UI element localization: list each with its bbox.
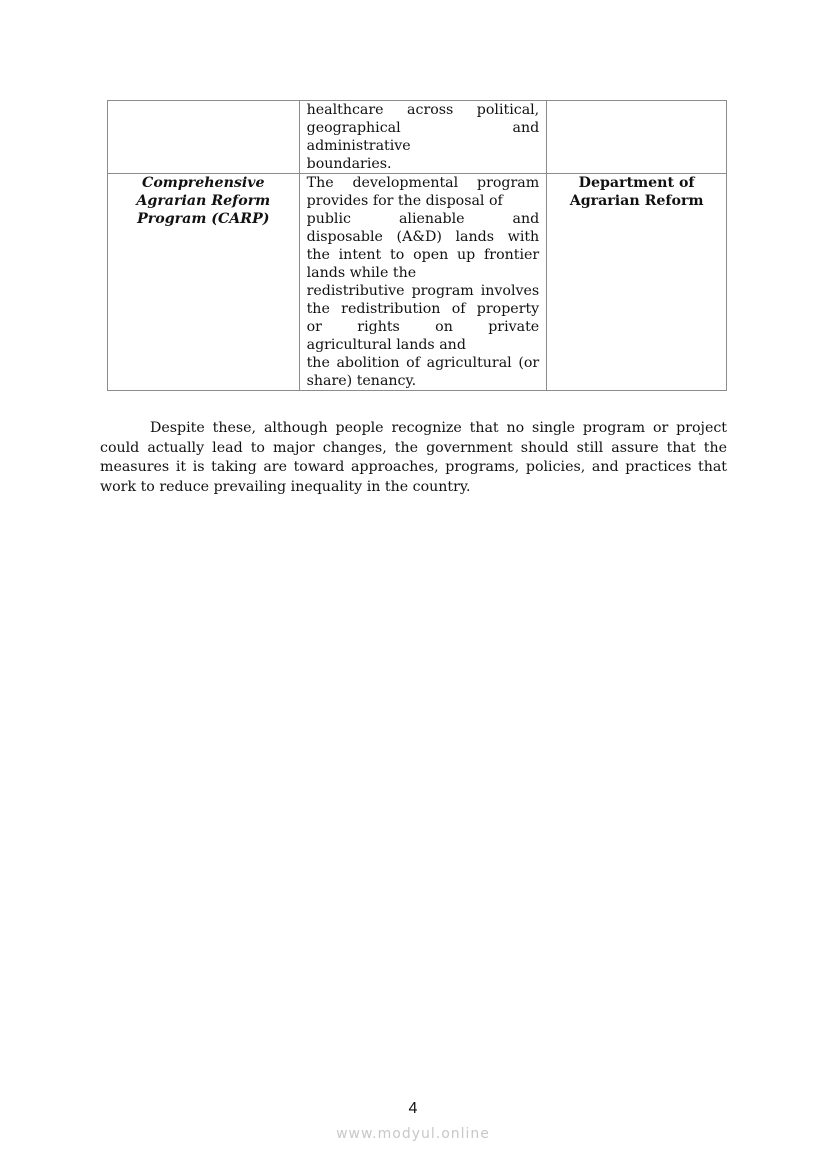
description-line: boundaries. (306, 156, 392, 172)
description-line: share) tenancy. (306, 373, 417, 389)
body-paragraph: Despite these, although people recognize that no single program or project could actually lead to major changes, the government should still assure that the measures it is taking are toward approaches, programs, policies, and practices that work to reduce prevailing inequality in the country. (100, 420, 727, 495)
watermark: www.modyul.online (336, 1126, 490, 1142)
description-line: The developmental program (306, 175, 540, 191)
description-line: lands while the (306, 265, 417, 281)
page-number: 4 (408, 1100, 418, 1117)
program-description-cell (299, 101, 547, 174)
description-line: or rights on private (306, 319, 540, 335)
agency-line: Agrarian Reform (569, 193, 704, 209)
description-line: redistributive program involves (306, 283, 540, 299)
agency-line: Department of (578, 175, 695, 191)
description-line: the redistribution of property (306, 301, 540, 317)
agency-cell (547, 101, 727, 174)
agency-cell (547, 174, 727, 391)
program-name-cell (108, 174, 300, 391)
programs-table (107, 100, 727, 391)
description-line: provides for the disposal of (306, 193, 503, 209)
program-description-cell (299, 174, 547, 391)
description-line: disposable (A&D) lands with (306, 229, 540, 245)
table-row (108, 101, 727, 174)
description-line: the abolition of agricultural (or (306, 355, 540, 371)
description-line: geographical and (306, 120, 540, 136)
program-name-line: Program (CARP) (137, 211, 270, 227)
description-line: agricultural lands and (306, 337, 466, 353)
description-line: administrative (306, 138, 411, 154)
program-name-cell (108, 101, 300, 174)
program-name-line: Comprehensive (142, 175, 265, 191)
description-line: public alienable and (306, 211, 540, 227)
description-line: the intent to open up frontier (306, 247, 540, 263)
program-name-line: Agrarian Reform (136, 193, 271, 209)
table-row (108, 174, 727, 391)
description-line: healthcare across political, (306, 102, 540, 118)
